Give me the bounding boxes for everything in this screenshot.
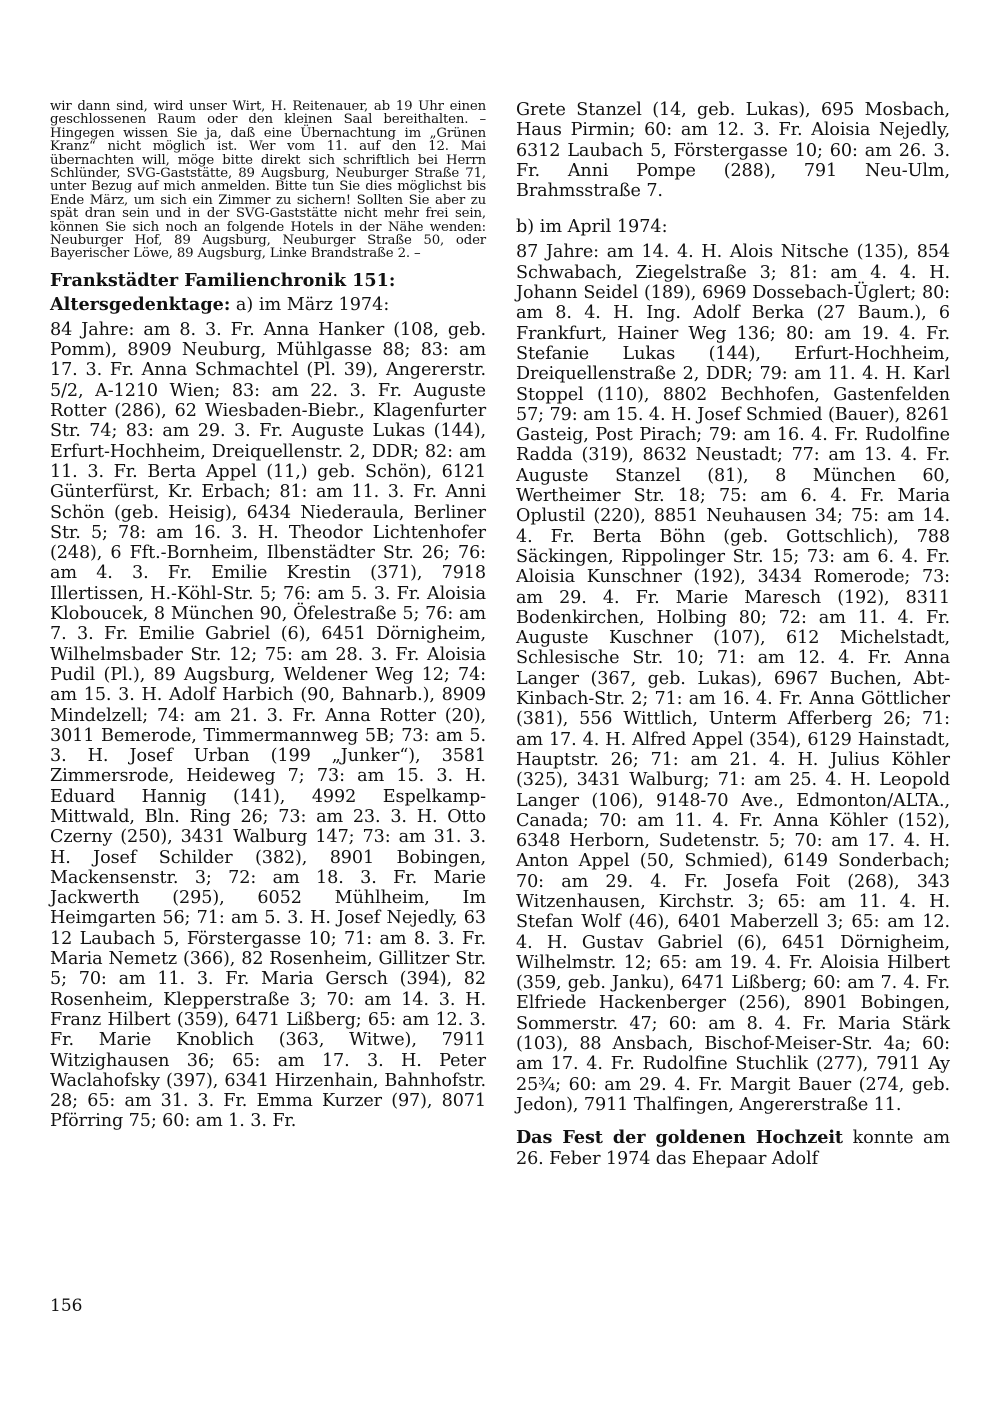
golden-wedding-heading: Das Fest der goldenen Hochzeit [516, 1127, 843, 1149]
section-sub-april: b) im April 1974: [516, 217, 668, 238]
march-entries-continued: Grete Stanzel (14, geb. Lukas), 695 Mosbach, Haus Pirmin; 60: am 12. 3. Fr. Aloisia Nejedly, 6312 Laubach 5, Förstergasse 10; 60: am 26. 3. Fr. Anni Pompe (288), 791 Neu-Ulm, Brahmsstraße 7. [516, 100, 950, 202]
page-number: 156 [50, 1296, 83, 1316]
chronicle-heading: Frankstädter Familienchronik 151: [50, 269, 396, 291]
section-sub-march: a) im März 1974: [235, 294, 390, 315]
section-label: Altersgedenktage: [50, 293, 231, 315]
intro-paragraph: wir dann sind, wird unser Wirt, H. Reitenauer, ab 19 Uhr einen geschlossenen Raum oder den kleinen Saal bereithalten. – Hingegen wissen Sie ja, daß eine Übernachtung im „Grünen Kranz“ nicht möglich ist. Wer vom 11. auf den 12. Mai übernachten will, möge bitte direkt sich schriftlich bei Herrn Schlünder, SVG-Gaststätte, 89 Augsburg, Neuburger Straße 71, unter Bezug auf mich anmelden. Bitte tun Sie dies möglichst bis Ende März, um sich ein Zimmer zu sichern! Sollten Sie aber zu spät dran sein und in der SVG-Gaststätte nicht mehr frei sein, können Sie sich noch an folgende Hotels in der Nähe wenden: Neuburger Hof, 89 Augsburg, Neuburger Straße 50, oder Bayerischer Löwe, 89 Augsburg, Linke Brandstraße 2. – [50, 99, 486, 262]
april-entries: 87 Jahre: am 14. 4. H. Alois Nitsche (135), 854 Schwabach, Ziegelstraße 3; 81: am 4. 4. H. Johann Seidel (189), 6969 Dossebach-Üglert; 80: am 8. 4. H. Ing. Adolf Berka (27 Baum.), 6 Frankfurt, Hainer Weg 136; 80: am 19. 4. Fr. Stefanie Lukas (144), Erfurt-Hochheim, Dreiquellenstraße 2, DDR; 79: am 11. 4. H. Karl Stoppel (110), 8802 Bechhofen, Gastenfelden 57; 79: am 15. 4. H. Josef Schmied (Bauer), 8261 Gasteig, Post Pirach; 79: am 16. 4. Fr. Rudolfine Radda (319), 8632 Neustadt; 77: am 13. 4. Fr. Auguste Stanzel (81), 8 München 60, Wertheimer Str. 18; 75: am 6. 4. Fr. Maria Oplustil (220), 8851 Neuhausen 34; 75: am 14. 4. Fr. Berta Böhn (geb. Gottschlich), 788 Säckingen, Rippolinger Str. 15; 73: am 6. 4. Fr. Aloisia Kunschner (192), 3434 Romerode; 73: am 29. 4. Fr. Marie Maresch (192), 8311 Bodenkirchen, Holbing 80; 72: am 11. 4. Fr. Auguste Kuschner (107), 612 Michelstadt, Schlesische Str. 10; 71: am 12. 4. Fr. Anna Langer (367, geb. Lukas), 6967 Buchen, Abt-Kinbach-Str. 2; 71: am 16. 4. Fr. Anna Göttlicher (381), 556 Wittlich, Unterm Afferberg 26; 71: am 17. 4. H. Alfred Appel (354), 6129 Hainstadt, Hauptstr. 26; 71: am 21. 4. H. Julius Köhler (325), 3431 Walburg; 71: am 25. 4. H. Leopold Langer (106), 9148-70 Ave., Edmonton/ALTA., Canada; 70: am 11. 4. Fr. Anna Köhler (152), 6348 Herborn, Sudetenstr. 5; 70: am 17. 4. H. Anton Appel (50, Schmied), 6149 Sonderbach; 70: am 29. 4. Fr. Josefa Foit (268), 343 Witzenhausen, Kirchstr. 3; 65: am 11. 4. H. Stefan Wolf (46), 6401 Maberzell 3; 65: am 12. 4. H. Gustav Gabriel (6), 6451 Dörnigheim, Wilhelmstr. 12; 65: am 19. 4. Fr. Aloisia Hilbert (359, geb. Janku), 6471 Lißberg; 60: am 7. 4. Fr. Elfriede Hackenberger (256), 8901 Bobingen, Sommerstr. 47; 60: am 8. 4. Fr. Maria Stärk (103), 88 Ansbach, Bischof-Meiser-Str. 4a; 60: am 17. 4. Fr. Rudolfine Stuchlik (277), 7911 Ay 25¾; 60: am 29. 4. Fr. Margit Bauer (274, geb. Jedon), 7911 Thalfingen, Angererstraße 11. [516, 242, 950, 1115]
section-label-line [50, 294, 486, 316]
left-column [50, 100, 486, 1132]
golden-wedding-paragraph [516, 1128, 950, 1169]
right-column [516, 100, 950, 1169]
march-entries: 84 Jahre: am 8. 3. Fr. Anna Hanker (108, geb. Pomm), 8909 Neuburg, Mühlgasse 88; 83: am 17. 3. Fr. Anna Schmachtel (Pl. 39), Angererstr. 5/2, A-1210 Wien; 83: am 22. 3. Fr. Auguste Rotter (286), 62 Wiesbaden-Biebr., Klagenfurter Str. 74; 83: am 29. 3. Fr. Auguste Lukas (144), Erfurt-Hochheim, Dreiquellenstr. 2, DDR; 82: am 11. 3. Fr. Berta Appel (11,) geb. Schön), 6121 Günterfürst, Kr. Erbach; 81: am 11. 3. Fr. Anni Schön (geb. Heisig), 6434 Niederaula, Berliner Str. 5; 78: am 16. 3. H. Theodor Lichtenhofer (248), 6 Fft.-Bornheim, Ilbenstädter Str. 26; 76: am 4. 3. Fr. Emilie Krestin (371), 7918 Illertissen, H.-Köhl-Str. 5; 76: am 5. 3. Fr. Aloisia Kloboucek, 8 München 90, Öfelestraße 5; 76: am 7. 3. Fr. Emilie Gabriel (6), 6451 Dörnigheim, Wilhelmsbader Str. 12; 75: am 28. 3. Fr. Aloisia Pudil (Pl.), 89 Augsburg, Weldener Weg 12; 74: am 15. 3. H. Adolf Harbich (90, Bahnarb.), 8909 Mindelzell; 74: am 21. 3. Fr. Anna Rotter (20), 3011 Bemerode, Timmermannweg 5B; 73: am 5. 3. H. Josef Urban (199 „Junker“), 3581 Zimmersrode, Heideweg 7; 73: am 15. 3. H. Eduard Hannig (141), 4992 Espelkamp-Mittwald, Bln. Ring 26; 73: am 23. 3. H. Otto Czerny (250), 3431 Walburg 147; 73: am 31. 3. H. Josef Schilder (382), 8901 Bobingen, Mackensenstr. 3; 72: am 18. 3. Fr. Marie Jackwerth (295), 6052 Mühlheim, Im Heimgarten 56; 71: am 5. 3. H. Josef Nejedly, 63 12 Laubach 5, Förstergasse 10; 71: am 8. 3. Fr. Maria Nemetz (366), 82 Rosenheim, Gillitzer Str. 5; 70: am 11. 3. Fr. Maria Gersch (394), 82 Rosenheim, Klepperstraße 3; 70: am 14. 3. H. Franz Hilbert (359), 6471 Lißberg; 65: am 12. 3. Fr. Marie Knoblich (363, Witwe), 7911 Witzighausen 36; 65: am 17. 3. H. Peter Waclahofsky (397), 6341 Hirzenhain, Bahnhofstr. 28; 65: am 31. 3. Fr. Emma Kurzer (97), 8071 Pförring 75; 60: am 1. 3. Fr. [50, 319, 486, 1132]
golden-wedding-text: konnte am 26. Feber 1974 das Ehepaar Adolf [516, 1128, 951, 1169]
